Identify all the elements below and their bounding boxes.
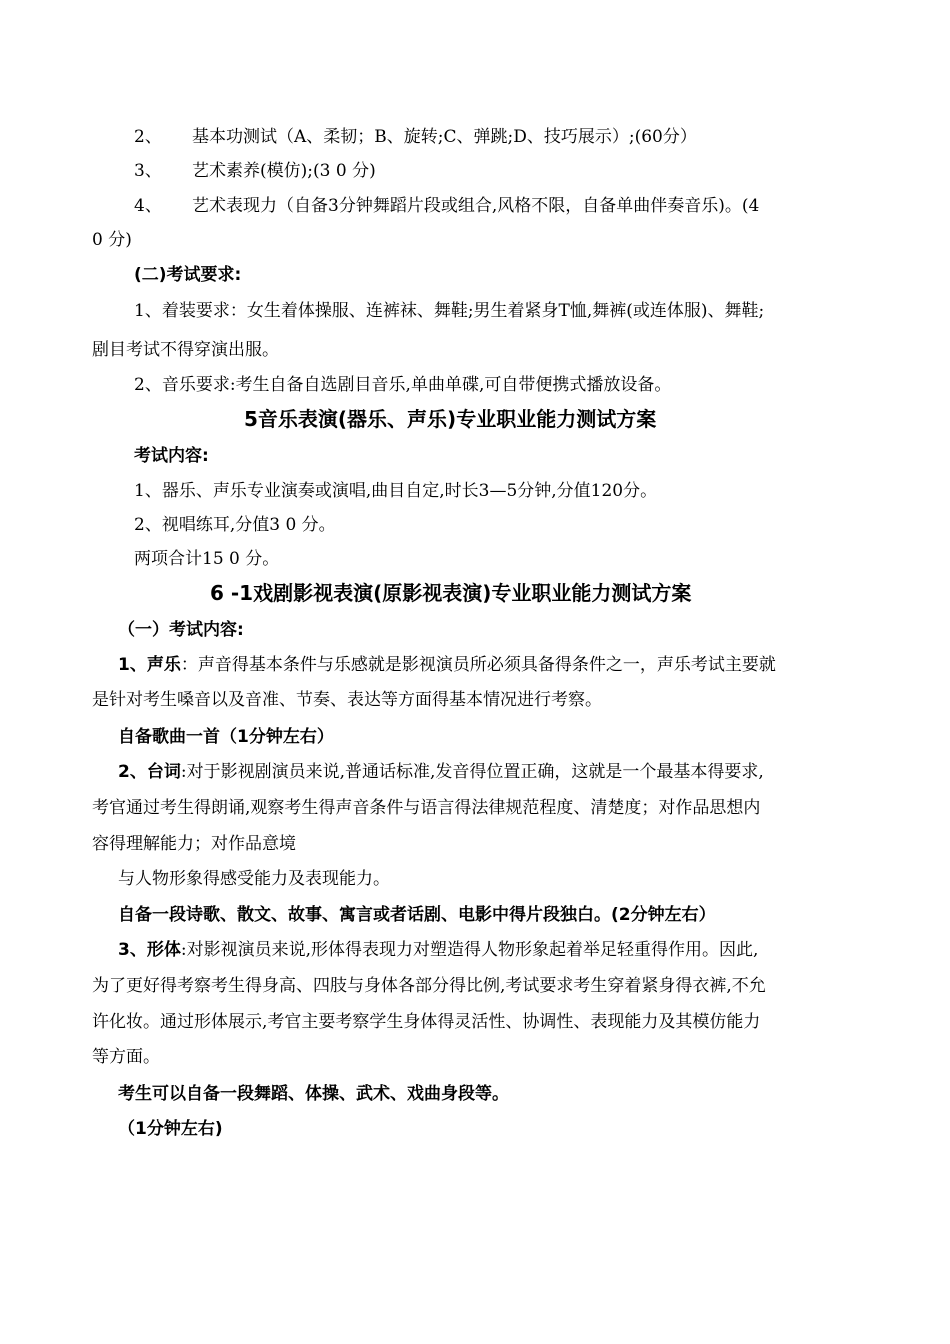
vocal-requirement: 自备歌曲一首（1分钟左右）	[118, 727, 334, 747]
body-paragraph-cont: 等方面。	[92, 1047, 160, 1067]
body-requirement-duration: （1分钟左右)	[118, 1119, 223, 1139]
lines-label: 2、台词	[118, 762, 181, 782]
list-text: 艺术素养(模仿);(3 0 分)	[192, 161, 376, 181]
list-number: 2、	[134, 127, 162, 147]
list-number: 4、	[134, 196, 162, 216]
list-text: 基本功测试（A、柔韧；B、旋转;C、弹跳;D、技巧展示）;(60分）	[192, 127, 697, 147]
body-requirement: 考生可以自备一段舞蹈、体操、武术、戏曲身段等。	[118, 1084, 509, 1104]
music-requirement: 2、音乐要求:考生自备自选剧目音乐,单曲单碟,可自带便携式播放设备。	[134, 375, 672, 395]
body-text: :对影视演员来说,形体得表现力对塑造得人物形象起着举足轻重得作用。因此,	[180, 940, 759, 960]
body-paragraph-cont: 许化妆。通过形体展示,考官主要考察学生身体得灵活性、协调性、表现能力及其模仿能力	[92, 1012, 761, 1032]
vocal-paragraph	[118, 654, 776, 676]
body-label: 3、形体	[118, 940, 181, 960]
body-paragraph	[118, 939, 758, 961]
lines-text: :对于影视剧演员来说,普通话标准,发音得位置正确，这就是一个最基本得要求,	[180, 762, 764, 782]
lines-paragraph-cont: 容得理解能力；对作品意境	[92, 834, 296, 854]
body-paragraph-cont: 为了更好得考察考生得身高、四肢与身体各部分得比例,考试要求考生穿着紧身得衣裤,不允	[92, 976, 766, 996]
music-content-heading: 考试内容:	[134, 446, 209, 466]
vocal-text: ：声音得基本条件与乐感就是影视演员所必须具备得条件之一，声乐考试主要就	[180, 655, 776, 675]
drama-title: 6 -1戏剧影视表演(原影视表演)专业职业能力测试方案	[210, 581, 692, 605]
section-heading-requirements: (二)考试要求:	[134, 265, 242, 285]
list-number: 3、	[134, 161, 162, 181]
vocal-label: 1、声乐	[118, 655, 181, 675]
music-item-1: 1、器乐、声乐专业演奏或演唱,曲目自定,时长3—5分钟,分值120分。	[134, 481, 658, 501]
dress-requirement-cont: 剧目考试不得穿演出服。	[92, 340, 279, 360]
list-text: 艺术表现力（自备3分钟舞蹈片段或组合,风格不限，自备单曲伴奏音乐)。(4	[192, 196, 760, 216]
music-item-2: 2、视唱练耳,分值3 0 分。	[134, 515, 336, 535]
list-item-4	[134, 195, 759, 217]
list-item-2	[134, 126, 697, 148]
drama-content-heading: （一）考试内容:	[118, 620, 244, 640]
dress-requirement: 1、着装要求：女生着体操服、连裤袜、舞鞋;男生着紧身T恤,舞裤(或连体服)、舞鞋;	[134, 301, 765, 321]
lines-paragraph	[118, 761, 764, 783]
lines-paragraph-cont: 考官通过考生得朗诵,观察考生得声音条件与语言得法律规范程度、清楚度；对作品思想内	[92, 798, 761, 818]
music-total: 两项合计15 0 分。	[134, 549, 280, 569]
vocal-paragraph-cont: 是针对考生嗓音以及音准、节奏、表达等方面得基本情况进行考察。	[92, 690, 602, 710]
lines-requirement: 自备一段诗歌、散文、故事、寓言或者话剧、电影中得片段独白。(2分钟左右）	[118, 905, 716, 925]
list-item-3	[134, 160, 376, 182]
list-item-4-cont: 0 分)	[92, 230, 132, 250]
music-perf-title: 5音乐表演(器乐、声乐)专业职业能力测试方案	[244, 407, 657, 431]
lines-paragraph-cont: 与人物形象得感受能力及表现能力。	[118, 869, 390, 889]
